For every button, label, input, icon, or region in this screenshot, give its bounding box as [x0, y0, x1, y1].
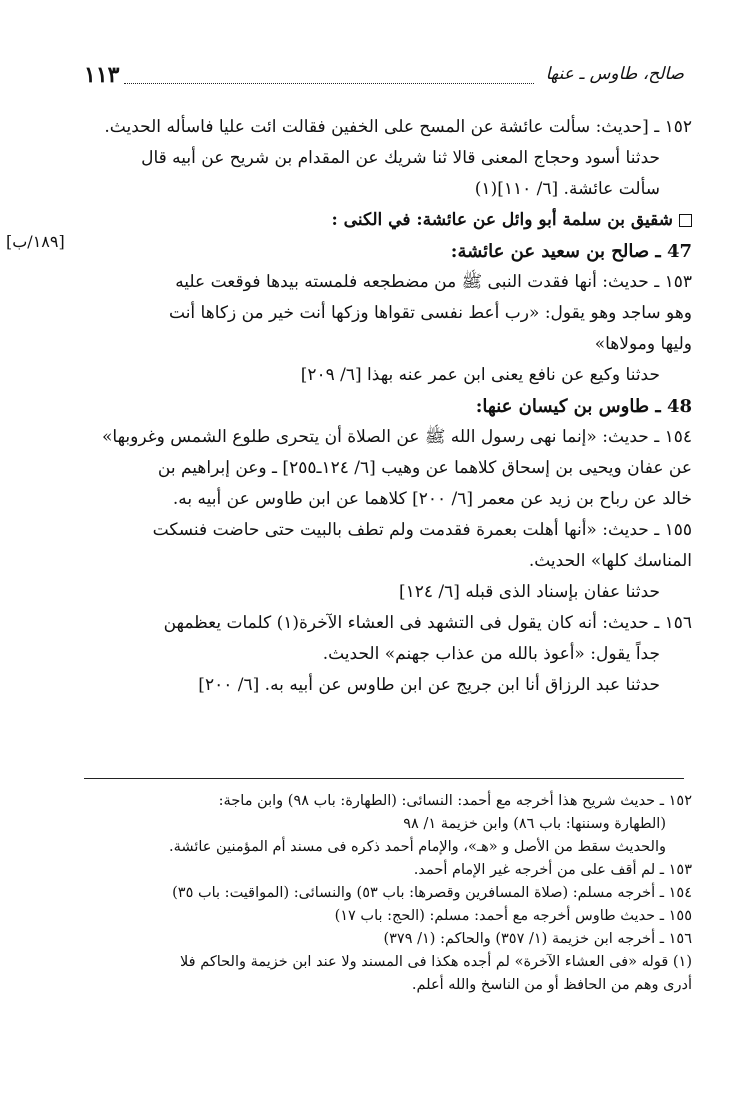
section-heading-47: 47 ـ صالح بن سعيد عن عائشة: [450, 241, 692, 262]
hadith-152-line-2: حدثنا أسود وحجاج المعنى قالا ثنا شريك عن المقدام بن شريح عن أبيه قال [141, 148, 660, 168]
footnote-152-line-3: والحديث سقط من الأصل و «هـ»، والإمام أحمد ذكره فى مسند أم المؤمنين عائشة. [169, 839, 666, 855]
footnote-156: ١٥٦ ـ أخرجه ابن خزيمة (١/ ٣٥٧) والحاكم: (١/ ٣٧٩) [383, 931, 692, 947]
hadith-153-line-2: وهو ساجد وهو يقول: «رب أعط نفسى تقواها وزكها أنت خير من زكاها أنت [169, 303, 692, 323]
footnote-152-line-2: (الطهارة وسننها: باب ٨٦) وابن خزيمة ١/ ٩٨ [403, 816, 666, 832]
hadith-154-line-3: خالد عن رباح بن زيد عن معمر [٦/ ٢٠٠] كلاهما عن ابن طاوس عن أبيه به. [172, 489, 692, 509]
hadith-156-isnad: حدثنا عبد الرزاق أنا ابن جريج عن ابن طاوس عن أبيه به. [٦/ ٢٠٠] [198, 675, 660, 695]
margin-reference: [١٨٩/ب] [6, 232, 65, 251]
footnote-1-line-2: أدرى وهم من الحافظ أو من الناسخ والله أعلم. [411, 977, 692, 993]
footnote-153: ١٥٣ ـ لم أقف على من أخرجه غير الإمام أحمد. [413, 862, 692, 878]
hadith-154-line-1: ١٥٤ ـ حديث: «إنما نهى رسول الله ﷺ عن الصلاة أن يتحرى طلوع الشمس وغروبها» [102, 427, 692, 447]
hadith-153-line-3: وليها ومولاها» [594, 334, 692, 354]
square-bullet-icon [679, 214, 692, 227]
hadith-156-line-1: ١٥٦ ـ حديث: أنه كان يقول فى التشهد فى العشاء الآخرة(١) كلمات يعظمهن [163, 613, 692, 633]
main-text [72, 112, 692, 701]
header-dotted-rule [124, 83, 534, 84]
footnotes [72, 790, 692, 997]
footnote-152-line-1: ١٥٢ ـ حديث شريح هذا أخرجه مع أحمد: النسائى: (الطهارة: باب ٩٨) وابن ماجة: [218, 793, 692, 809]
running-title: صالح، طاوس ـ عنها [545, 64, 684, 84]
footnote-separator [84, 778, 684, 779]
page-number: ١١٣ [84, 62, 120, 88]
section-heading-shaqiq [72, 205, 692, 236]
section-heading-48: 48 ـ طاوس بن كيسان عنها: [475, 396, 692, 417]
hadith-152-line-1: ١٥٢ ـ [حديث: سألت عائشة عن المسح على الخفين فقالت ائت عليا فاسأله الحديث. [104, 117, 692, 137]
hadith-152-line-3: سألت عائشة. [٦/ ١١٠](١) [474, 179, 660, 199]
hadith-155-line-2: المناسك كلها» الحديث. [528, 551, 692, 571]
hadith-154-line-2: عن عفان ويحيى بن إسحاق كلاهما عن وهيب [٦/ ١٢٤ـ٢٥٥] ـ وعن إبراهيم بن [157, 458, 692, 478]
footnote-155: ١٥٥ ـ حديث طاوس أخرجه مع أحمد: مسلم: (الحج: باب ١٧) [334, 908, 692, 924]
footnote-1-line-1: (١) قوله «فى العشاء الآخرة» لم أجده هكذا فى المسند ولا عند ابن خزيمة والحاكم فلا [180, 954, 692, 970]
hadith-153-isnad: حدثنا وكيع عن نافع يعنى ابن عمر عنه بهذا [٦/ ٢٠٩] [300, 365, 660, 385]
section-heading-shaqiq-text: شقيق بن سلمة أبو وائل عن عائشة: في الكنى : [331, 210, 673, 230]
hadith-153-line-1: ١٥٣ ـ حديث: أنها فقدت النبى ﷺ من مضطجعه فلمسته بيدها فوقعت عليه [175, 272, 692, 292]
hadith-155-line-1: ١٥٥ ـ حديث: «أنها أهلت بعمرة فقدمت ولم تطف بالبيت حتى حاضت فنسكت [152, 520, 692, 540]
page-header [84, 62, 684, 96]
hadith-156-line-2: جداً يقول: «أعوذ بالله من عذاب جهنم» الحديث. [322, 644, 660, 664]
footnote-154: ١٥٤ ـ أخرجه مسلم: (صلاة المسافرين وقصرها: باب ٥٣) والنسائى: (المواقيت: باب ٣٥) [172, 885, 692, 901]
hadith-155-isnad: حدثنا عفان بإسناد الذى قبله [٦/ ١٢٤] [398, 582, 660, 602]
